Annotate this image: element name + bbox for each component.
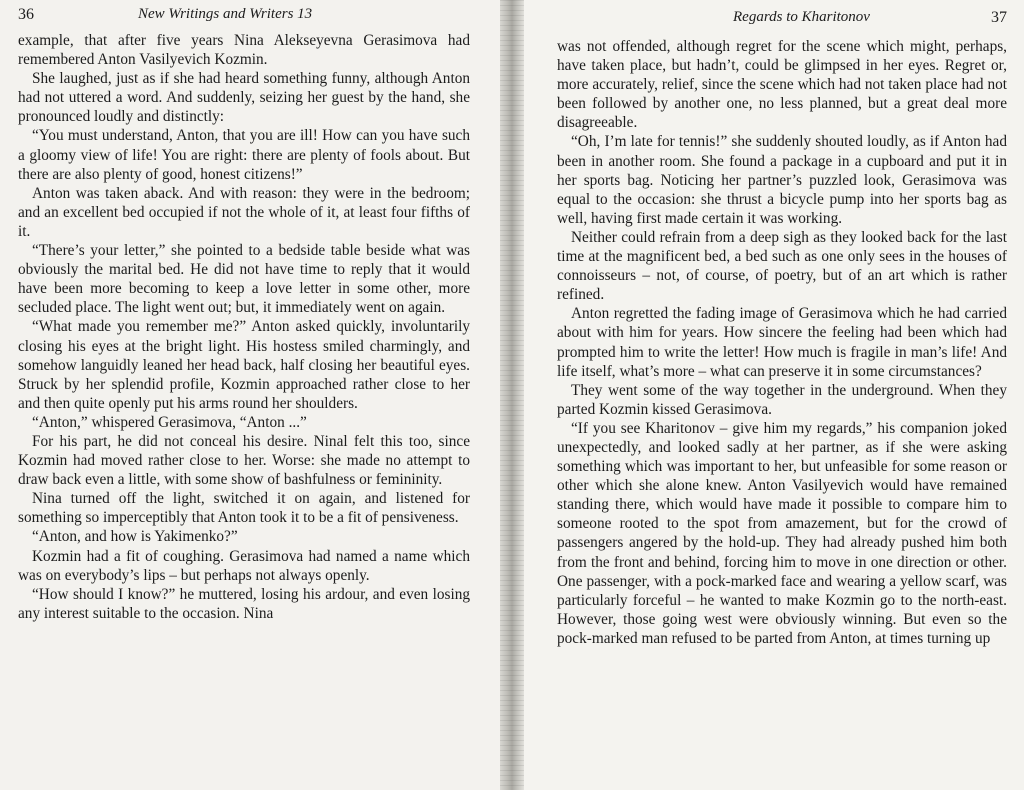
left-running-title: New Writings and Writers 13 [138,6,313,22]
paragraph: “Oh, I’m late for tennis!” she suddenly shouted loudly, as if Anton had been in another room. She found a package in a cupboard and put it in her sports bag. Noticing her partner’s puzzled look, Gerasimova was equal to the occasion: she thrust a bicycle pump into her sports bag as well, having first made certain it was working. [557,133,1007,227]
left-running-head [18,0,470,30]
left-page [0,0,500,790]
paragraph: “Anton,” whispered Gerasimova, “Anton ...” [32,413,307,431]
paragraph: Kozmin had a fit of coughing. Gerasimova had named a name which was on everybody’s lips – but perhaps not always openly. [18,547,470,584]
paragraph: “There’s your letter,” she pointed to a bedside table beside what was obviously the marital bed. He did not have time to reply that it would have been more becoming to keep a love letter in some other, more secluded place. The light went out; but, it immediately went on again. [18,242,470,317]
right-page-text [557,37,1007,648]
right-running-title: Regards to Kharitonov [733,9,870,25]
paragraph: Anton was taken aback. And with reason: they were in the bedroom; and an excellent bed occupied if not the whole of it, at least four fifths of it. [18,184,470,240]
paragraph: “Anton, and how is Yakimenko?” [32,528,238,546]
paragraph: For his part, he did not conceal his desire. Ninal felt this too, since Kozmin had moved rather close to her. Worse: she made no attempt to draw back even a little, with some show of bashfulness or femininity. [18,432,470,489]
left-page-text [18,31,470,623]
paragraph: “What made you remember me?” Anton asked quickly, involuntarily closing his eyes at the bright light. His hostess smiled charmingly, and somehow languidly leaned her head back, half closing her beautiful eyes. Struck by her splendid profile, Kozmin approached rather close to her and then quite openly put his arms round her shoulders. [18,318,470,412]
paragraph: Nina turned off the light, switched it on again, and listened for something so imperceptibly that Anton took it to be a fit of pensiveness. [18,490,470,527]
left-page-number: 36 [18,6,34,23]
right-running-head [557,0,1007,30]
paragraph: They went some of the way together in the underground. When they parted Kozmin kissed Gerasimova. [557,381,1007,418]
paragraph: She laughed, just as if she had heard something funny, although Anton had not uttered a word. And suddenly, seizing her guest by the hand, she pronounced loudly and distinctly: [18,70,470,126]
right-page-number: 37 [991,9,1007,26]
paragraph: Anton regretted the fading image of Gerasimova which he had carried about with him for years. How sincere the feeling had been which had prompted him to write the letter! How much is fragile in man’s life! And life itself, what’s more – what can preserve it in some circumstances? [557,305,1007,380]
right-page [524,0,1024,790]
paragraph: “How should I know?” he muttered, losing his ardour, and even losing any interest suitable to the occasion. Nina [18,585,470,622]
paragraph: “You must understand, Anton, that you are ill! How can you have such a gloomy view of life! You are right: there are plenty of fools about. But there are also plenty of good, honest citizens!” [18,127,470,183]
paragraph: Neither could refrain from a deep sigh as they looked back for the last time at the magnificent bed, a bed such as one only sees in the houses of connoisseurs – not, of course, of poetry, but of an art which is rather refined. [557,228,1007,304]
paragraph: “If you see Kharitonov – give him my regards,” his companion joked unexpectedly, and looked sadly at her partner, as if she were asking something which was important to her, but unfeasible for some reason or other which she alone knew. Anton Vasilyevich would have remained standing there, which would have made it possible to compare him to someone rooted to the spot from amazement, but for the crowd of passengers angered by the hold-up. They had already pushed him both from the front and behind, forcing him to move in one direction or other. One passenger, with a pock-marked face and wearing a yellow scarf, was particularly forceful – he wanted to make Kozmin go to the north-east. However, those going west were obviously winning. But even so the pock-marked man refused to be parted from Anton, at times turning up [557,419,1007,647]
paragraph: was not offended, although regret for the scene which might, perhaps, have taken place, but hadn’t, could be glimpsed in her eyes. Regret or, more accurately, relief, since the scene which had not taken place had not been followed by another one, no less planned, but a great deal more disagreeable. [557,38,1007,132]
book-gutter [500,0,524,790]
paragraph: example, that after five years Nina Alekseyevna Gerasimova had remembered Anton Vasilyevich Kozmin. [18,32,470,69]
